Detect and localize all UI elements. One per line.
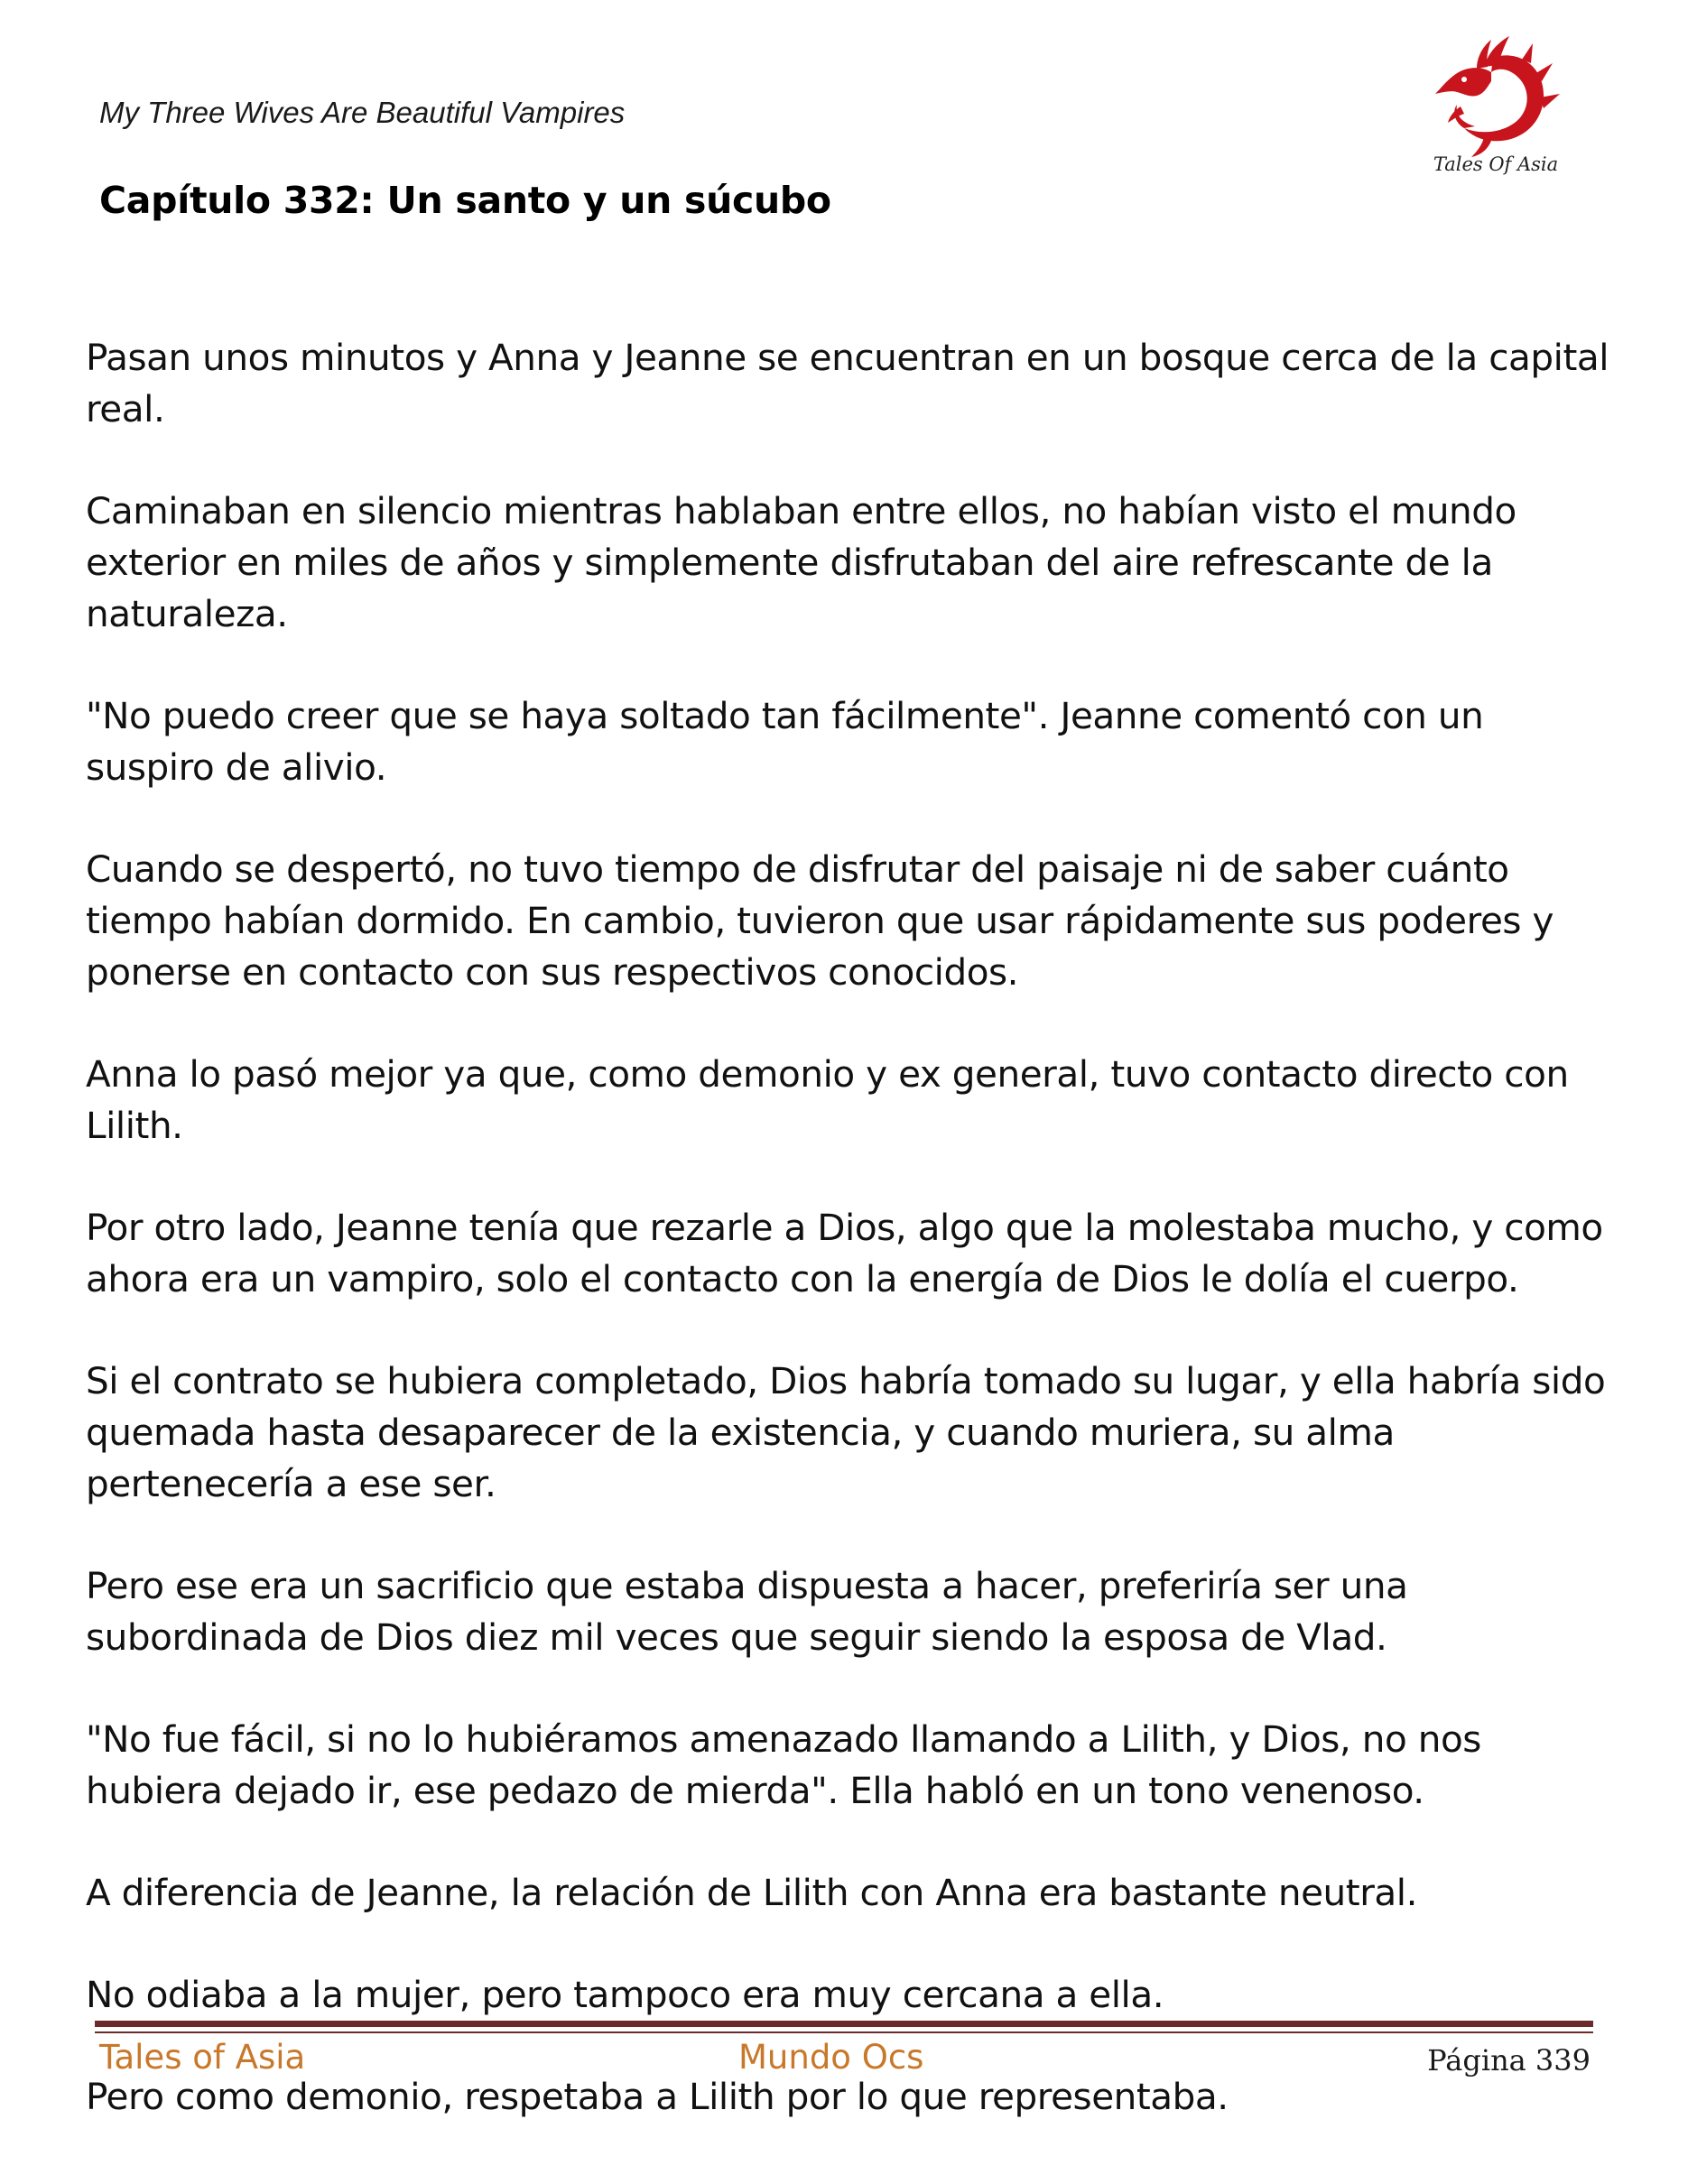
paragraph: "No puedo creer que se haya soltado tan fácilmente". Jeanne comentó con un suspiro de alivio. — [86, 694, 1484, 789]
footer-divider-thin — [95, 2031, 1593, 2033]
paragraph: Cuando se despertó, no tuvo tiempo de disfrutar del paisaje ni de saber cuánto tiempo habían dormido. En cambio, tuvieron que usar rápidamente sus poderes y ponerse en contacto con sus respectivos conocidos. — [86, 847, 1554, 994]
paragraph: No odiaba a la mujer, pero tampoco era muy cercana a ella. — [86, 1973, 1164, 2016]
tales-of-asia-logo — [1428, 22, 1563, 182]
paragraph: Caminaban en silencio mientras hablaban entre ellos, no habían visto el mundo exterior en miles de años y simplemente disfrutaban del aire refrescante de la naturaleza. — [86, 489, 1516, 635]
paragraph: Anna lo pasó mejor ya que, como demonio y ex general, tuvo contacto directo con Lilith. — [86, 1052, 1569, 1147]
paragraph: Pasan unos minutos y Anna y Jeanne se encuentran en un bosque cerca de la capital real. — [86, 336, 1609, 430]
book-title: My Three Wives Are Beautiful Vampires — [99, 96, 626, 129]
page-number: Página 339 — [1427, 2043, 1591, 2078]
footer-site-name: Tales of Asia — [99, 2038, 306, 2077]
footer-section-name: Mundo Ocs — [738, 2038, 924, 2077]
paragraph: Pero como demonio, respetaba a Lilith por lo que representaba. — [86, 2075, 1229, 2118]
logo-text: Tales Of Asia — [1433, 153, 1559, 175]
paragraph: Si el contrato se hubiera completado, Dios habría tomado su lugar, y ella habría sido quemada hasta desaparecer de la existencia, y cuando muriera, su alma pertenecería a ese ser. — [86, 1359, 1606, 1505]
chapter-body — [86, 332, 1620, 2173]
paragraph: Por otro lado, Jeanne tenía que rezarle a Dios, algo que la molestaba mucho, y como ahora era un vampiro, solo el contacto con la energía de Dios le dolía el cuerpo. — [86, 1206, 1603, 1300]
paragraph: A diferencia de Jeanne, la relación de Lilith con Anna era bastante neutral. — [86, 1871, 1417, 1914]
footer-divider — [95, 2021, 1593, 2027]
paragraph: Pero ese era un sacrificio que estaba dispuesta a hacer, preferiría ser una subordinada de Dios diez mil veces que seguir siendo la esposa de Vlad. — [86, 1564, 1408, 1659]
paragraph: "No fue fácil, si no lo hubiéramos amenazado llamando a Lilith, y Dios, no nos hubiera dejado ir, ese pedazo de mierda". Ella habló en un tono venenoso. — [86, 1717, 1481, 1812]
dragon-icon — [1428, 22, 1563, 157]
chapter-title: Capítulo 332: Un santo y un súcubo — [99, 179, 831, 222]
